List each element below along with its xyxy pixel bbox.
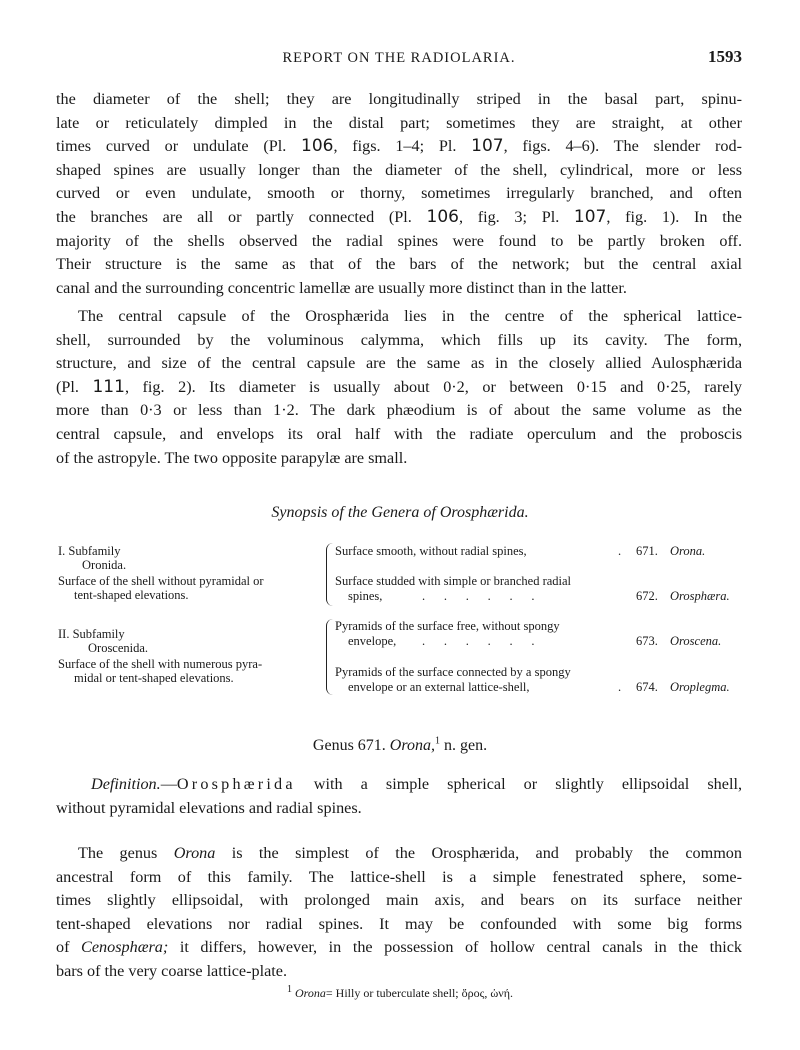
text-line: the diameter of the shell; they are longitudinally striped in the basal part, spinu- — [56, 90, 742, 108]
subfamily-2-taxon: Oroscenida. — [88, 641, 149, 655]
definition-line: without pyramidal elevations and radial spines. — [56, 798, 362, 817]
text-line: majority of the shells observed the radial spines were found to be partly broken off. — [56, 231, 742, 250]
plate-number: 106 — [301, 136, 334, 157]
text-line: The central capsule of the Orosphærida lies in the centre of the spherical lattice- — [78, 307, 742, 325]
entry-674-genus: Oroplegma. — [670, 680, 730, 694]
definition-label: Definition. — [91, 775, 161, 793]
spaced-term: Orosphærida — [176, 775, 296, 793]
subfamily-2-desc-cont: midal or tent-shaped elevations. — [74, 671, 234, 685]
entry-674-text: Pyramids of the surface connected by a spongy — [335, 665, 571, 679]
text-line: the branches are all or partly connected (Pl. 106, fig. 3; Pl. 107, fig. 1). In the — [56, 206, 742, 227]
text-line: Their structure is the same as that of the bars of the network; but the central axial — [56, 255, 742, 274]
entry-672-number: 672. — [636, 589, 658, 603]
definition — [56, 773, 742, 820]
paragraph-spines — [56, 88, 742, 300]
text-line: tent-shaped elevations nor radial spines. It may be confounded with some big forms — [56, 914, 742, 933]
subfamily-1-desc: Surface of the shell without pyramidal or — [58, 574, 264, 588]
entry-671-dots: . — [618, 544, 622, 558]
running-title: REPORT ON THE RADIOLARIA. — [282, 50, 516, 66]
entry-673-text: Pyramids of the surface free, without spongy — [335, 619, 560, 633]
synopsis-title: Synopsis of the Genera of Orosphærida. — [271, 504, 529, 521]
plate-number: 111 — [92, 376, 125, 397]
text-line: canal and the surrounding concentric lamellæ are usually more distinct than in the latter. — [56, 278, 627, 297]
text-line: central capsule, and envelops its oral half with the radiate operculum and the proboscis — [56, 424, 742, 443]
entry-674-dots: . — [618, 680, 622, 694]
entry-671-genus: Orona. — [670, 544, 706, 558]
brace-subfamily-1 — [326, 543, 333, 606]
entry-673-genus: Oroscena. — [670, 634, 722, 648]
entry-671-number: 671. — [636, 544, 658, 558]
text-line: bars of the very coarse lattice-plate. — [56, 961, 288, 980]
paragraph-genus-orona — [56, 842, 742, 984]
brace-subfamily-2 — [326, 619, 333, 695]
text-line: shaped spines are usually longer than the diameter of the shell, cylindrical, more or less — [56, 160, 742, 179]
footnote: $^1$ Orona= Hilly or tuberculate shell; ὄρος, ὠνή. — [287, 984, 513, 1000]
genus-heading: Genus 671. Orona,$^1$ n. gen. — [312, 735, 488, 754]
text-line: The genus Orona is the simplest of the Orosphærida, and probably the common — [78, 844, 742, 862]
text-line: late or reticulately dimpled in the distal part; sometimes they are straight, at other — [56, 113, 742, 132]
subfamily-2-name: II. Subfamily — [58, 627, 125, 641]
entry-672-text-cont: spines, — [348, 589, 383, 603]
genus-name: Orona, — [389, 737, 435, 754]
entry-672-dots: . . . . . . — [422, 589, 535, 603]
text-line: times slightly ellipsoidal, with prolonged main axis, and bears on its surface neither — [56, 891, 742, 910]
entry-674-number: 674. — [636, 680, 658, 694]
entry-672-genus: Orosphæra. — [670, 589, 730, 603]
text-line: curved or even undulate, smooth or thorny, sometimes irregularly branched, and often — [56, 184, 742, 203]
footnote-marker: 1 — [434, 735, 440, 747]
paragraph-central-capsule — [56, 305, 742, 470]
text-line: times curved or undulate (Pl. 106, figs. 1–4; Pl. 107, figs. 4–6). The slender rod- — [56, 136, 742, 157]
plate-number: 106 — [426, 206, 459, 227]
text-line: of the astropyle. The two opposite parapylæ are small. — [56, 448, 408, 467]
definition-line: Definition.—Orosphærida with a simple spherical or slightly ellipsoidal shell, — [91, 775, 742, 793]
page-number: 1593 — [708, 47, 742, 66]
entry-673-text-cont: envelope, — [348, 634, 397, 648]
subfamily-1-taxon: Oronida. — [82, 558, 127, 572]
running-head — [56, 47, 742, 71]
entry-673-number: 673. — [636, 634, 658, 648]
text-line: more than 0·3 or less than 1·2. The dark phæodium is of about the same volume as the — [56, 401, 742, 420]
subfamily-2-desc: Surface of the shell with numerous pyra- — [58, 657, 263, 671]
text-line: of Cenosphæra; it differs, however, in the possession of hollow central canals in the thick — [56, 938, 742, 957]
entry-674-text-cont: envelope or an external lattice-shell, — [348, 680, 530, 694]
text-line: shell, surrounded by the voluminous calymma, which fills up its cavity. The form, — [56, 330, 742, 349]
entry-673-dots: . . . . . . — [422, 634, 535, 648]
text-line: (Pl. 111, fig. 2). Its diameter is usually about 0·2, or between 0·15 and 0·25, rarely — [56, 376, 742, 397]
plate-number: 107 — [573, 206, 607, 227]
plate-number: 107 — [471, 136, 504, 157]
subfamily-1-name: I. Subfamily — [58, 544, 121, 558]
text-line: ancestral form of this family. The lattice-shell is a simple fenestrated sphere, some- — [56, 867, 742, 886]
entry-671-text: Surface smooth, without radial spines, — [335, 544, 527, 558]
entry-672-text: Surface studded with simple or branched radial — [335, 574, 572, 588]
text-line: structure, and size of the central capsule are the same as in the closely allied Aulosphærida — [56, 354, 742, 373]
subfamily-1-desc-cont: tent-shaped elevations. — [74, 588, 189, 602]
